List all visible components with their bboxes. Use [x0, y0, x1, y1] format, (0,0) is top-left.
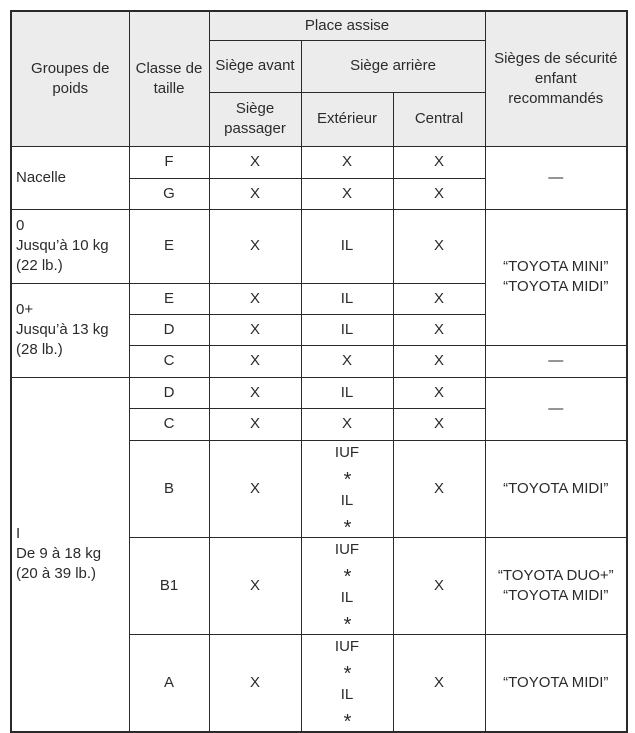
center-cell: X [393, 634, 485, 732]
recommended-line: “TOYOTA MINI” [503, 258, 609, 275]
asterisk-mark: * [343, 710, 352, 732]
outboard-cell: IL [301, 283, 393, 314]
passenger-cell: X [209, 178, 301, 209]
center-cell: X [393, 408, 485, 440]
recommended-a-row: “TOYOTA MIDI” [485, 634, 627, 732]
size-class-cell: B1 [129, 537, 209, 634]
passenger-cell: X [209, 314, 301, 345]
group-I-line: (20 à 39 lb.) [16, 565, 97, 582]
group-nacelle: Nacelle [11, 146, 129, 209]
recommended-b-row: “TOYOTA MIDI” [485, 440, 627, 537]
group-I-line: De 9 à 18 kg [16, 545, 102, 562]
group-0 [11, 209, 129, 283]
group-I [11, 377, 129, 732]
passenger-cell: X [209, 146, 301, 178]
center-cell: X [393, 283, 485, 314]
passenger-cell: X [209, 377, 301, 408]
size-class-cell: E [129, 209, 209, 283]
table-row [11, 146, 627, 178]
outboard-code: IL [340, 685, 354, 703]
outboard-line [306, 635, 389, 683]
outboard-code: IUF [334, 540, 360, 558]
passenger-cell: X [209, 408, 301, 440]
outboard-line [306, 538, 389, 586]
center-cell: X [393, 345, 485, 377]
center-cell: X [393, 377, 485, 408]
header-center: Central [393, 92, 485, 146]
recommended-b1-row [485, 537, 627, 634]
passenger-cell: X [209, 209, 301, 283]
group-0plus-line: Jusqu’à 13 kg [16, 321, 109, 338]
outboard-line [306, 441, 389, 489]
outboard-cell: X [301, 146, 393, 178]
size-class-cell: B [129, 440, 209, 537]
center-cell: X [393, 146, 485, 178]
recommended-line: “TOYOTA DUO+” [497, 566, 614, 584]
passenger-cell: X [209, 634, 301, 732]
center-cell: X [393, 440, 485, 537]
passenger-cell: X [209, 440, 301, 537]
header-recommended: Sièges de sécurité enfant recommandés [485, 11, 627, 146]
size-class-cell: D [129, 314, 209, 345]
center-cell: X [393, 537, 485, 634]
header-groups: Groupes de poids [11, 11, 129, 146]
recommended-mini-midi [485, 209, 627, 345]
passenger-cell: X [209, 345, 301, 377]
child-seat-table [10, 10, 628, 733]
outboard-cell: X [301, 345, 393, 377]
outboard-line [306, 586, 389, 634]
recommended-nacelle: — [485, 146, 627, 209]
table-body [11, 146, 627, 732]
asterisk-mark: * [343, 516, 352, 537]
recommended-dc-rows: — [485, 377, 627, 440]
group-0plus-line: 0+ [16, 301, 34, 318]
asterisk-mark: * [343, 468, 352, 491]
table-row [11, 377, 627, 408]
group-0plus [11, 283, 129, 377]
size-class-cell: F [129, 146, 209, 178]
outboard-line [306, 489, 389, 537]
group-0-line: Jusqu’à 10 kg [16, 237, 109, 254]
table-header [11, 11, 627, 146]
center-cell: X [393, 209, 485, 283]
recommended-c-row: — [485, 345, 627, 377]
recommended-line: “TOYOTA MIDI” [503, 278, 609, 295]
center-cell: X [393, 178, 485, 209]
size-class-cell: D [129, 377, 209, 408]
outboard-line [306, 683, 389, 731]
outboard-code: IL [340, 588, 354, 606]
table-row [11, 209, 627, 283]
outboard-code: IL [340, 491, 354, 509]
group-0plus-line: (28 lb.) [16, 341, 63, 358]
outboard-cell [301, 440, 393, 537]
group-I-line: I [16, 525, 21, 542]
asterisk-mark: * [343, 662, 352, 685]
asterisk-mark: * [343, 565, 352, 588]
outboard-code: IUF [334, 443, 360, 461]
size-class-cell: E [129, 283, 209, 314]
group-0-line: 0 [16, 217, 25, 234]
size-class-cell: C [129, 345, 209, 377]
outboard-cell: X [301, 178, 393, 209]
outboard-code: IUF [334, 637, 360, 655]
header-rear-seat: Siège arrière [301, 40, 485, 92]
header-front-seat: Siège avant [209, 40, 301, 92]
header-outboard: Extérieur [301, 92, 393, 146]
size-class-cell: C [129, 408, 209, 440]
group-0-line: (22 lb.) [16, 257, 63, 274]
asterisk-mark: * [343, 613, 352, 634]
header-passenger-seat: Siège passager [209, 92, 301, 146]
outboard-cell: IL [301, 209, 393, 283]
header-size-class: Classe de taille [129, 11, 209, 146]
passenger-cell: X [209, 537, 301, 634]
outboard-cell [301, 634, 393, 732]
outboard-cell: X [301, 408, 393, 440]
passenger-cell: X [209, 283, 301, 314]
outboard-cell: IL [301, 314, 393, 345]
size-class-cell: A [129, 634, 209, 732]
outboard-cell [301, 537, 393, 634]
header-seating: Place assise [209, 11, 485, 40]
recommended-line: “TOYOTA MIDI” [503, 586, 609, 604]
table-wrapper [10, 10, 628, 733]
size-class-cell: G [129, 178, 209, 209]
center-cell: X [393, 314, 485, 345]
outboard-cell: IL [301, 377, 393, 408]
